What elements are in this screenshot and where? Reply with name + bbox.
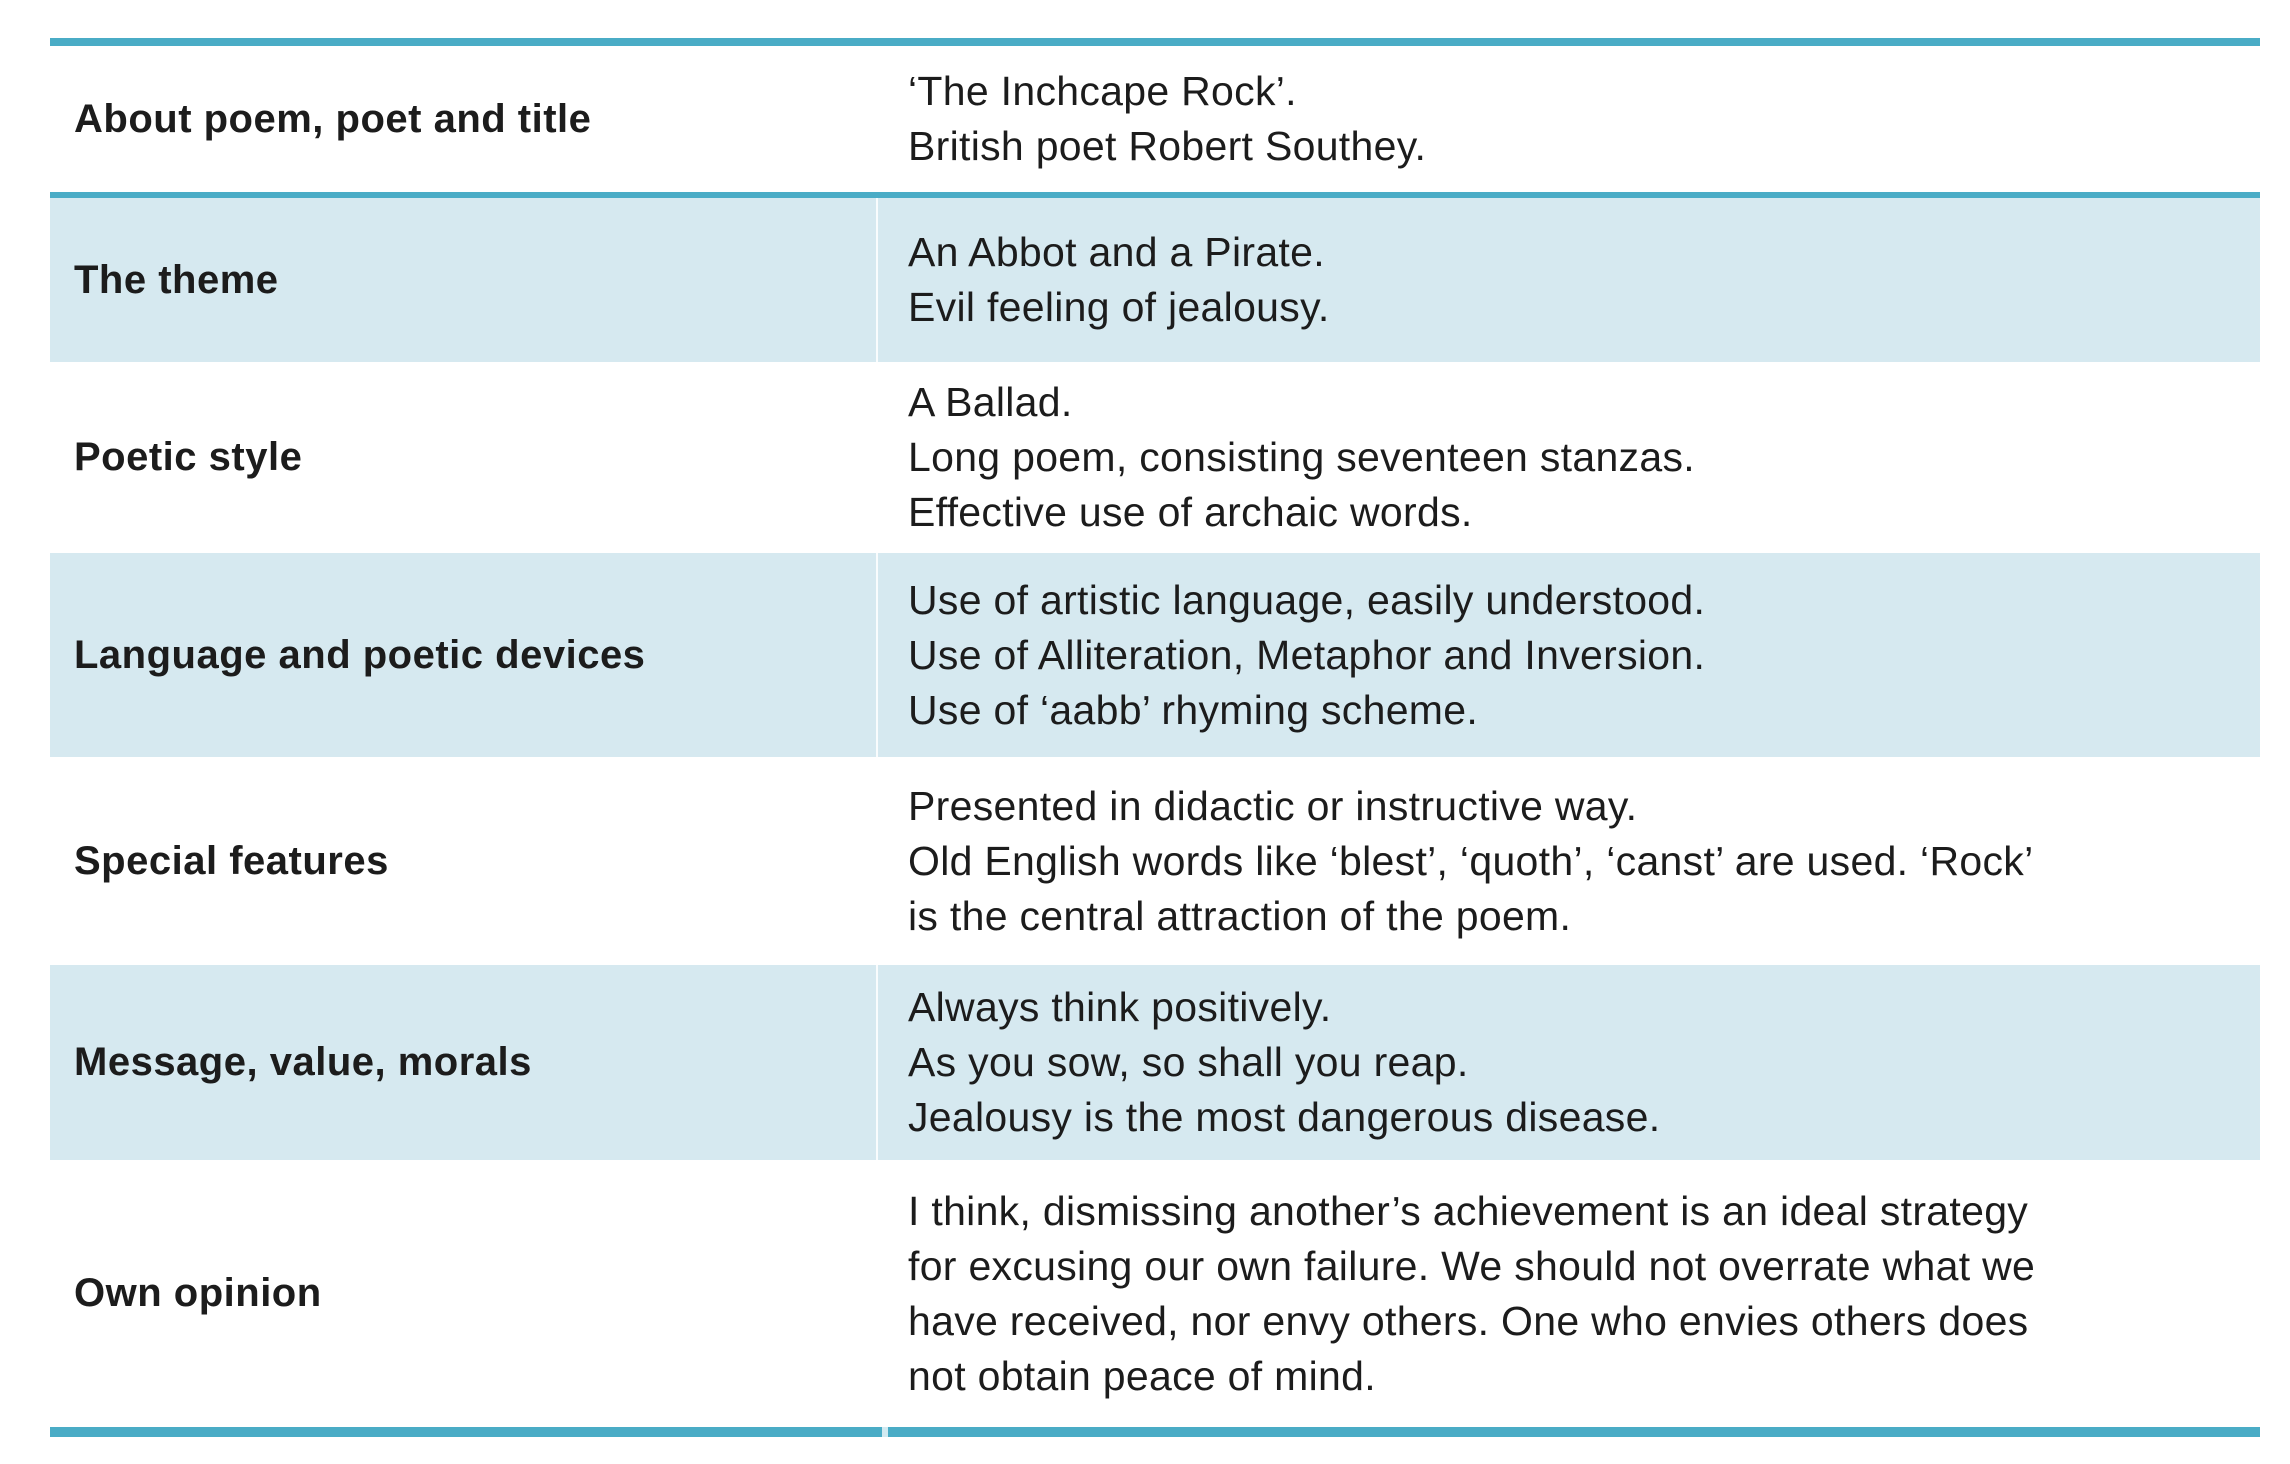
content-line: Old English words like ‘blest’, ‘quoth’, ‘canst’ are used. ‘Rock’ <box>908 837 2034 884</box>
row-content-cell <box>878 573 2260 738</box>
content-line: for excusing our own failure. We should not overrate what we <box>908 1242 2036 1289</box>
content-line: ‘The Inchcape Rock’. <box>908 68 1297 114</box>
table-row <box>50 46 2260 192</box>
analysis-table-rows <box>50 46 2260 1427</box>
poem-analysis-table <box>50 38 2260 1437</box>
row-label: Poetic style <box>74 435 303 479</box>
table-row <box>50 1160 2260 1427</box>
table-row <box>50 553 2260 757</box>
content-line: An Abbot and a Pirate. <box>908 229 1325 275</box>
column-divider-notch <box>882 1427 888 1437</box>
content-line: Use of Alliteration, Metaphor and Inversion. <box>908 631 1706 678</box>
content-line: A Ballad. <box>908 379 1073 425</box>
content-line: Use of ‘aabb’ rhyming scheme. <box>908 686 1479 733</box>
row-content-cell <box>878 1184 2260 1404</box>
table-row <box>50 198 2260 362</box>
content-line: Presented in didactic or instructive way. <box>908 782 1638 829</box>
row-label-cell <box>50 46 878 192</box>
content-line: Jealousy is the most dangerous disease. <box>908 1094 1661 1140</box>
content-line: Use of artistic language, easily understood. <box>908 576 1706 623</box>
row-label: Message, value, morals <box>74 1040 532 1084</box>
row-label-cell <box>50 553 878 757</box>
content-line: British poet Robert Southey. <box>908 123 1427 169</box>
row-label: The theme <box>74 257 279 302</box>
row-label: Language and poetic devices <box>74 632 646 677</box>
row-content-cell <box>878 980 2260 1145</box>
table-bottom-border <box>50 1427 2260 1437</box>
row-label: Own opinion <box>74 1271 322 1315</box>
row-label-cell <box>50 757 878 965</box>
row-label-cell <box>50 1160 878 1427</box>
content-line: As you sow, so shall you reap. <box>908 1039 1469 1085</box>
content-line: Long poem, consisting seventeen stanzas. <box>908 434 1695 480</box>
row-label: About poem, poet and title <box>74 96 592 141</box>
row-label-cell <box>50 198 878 362</box>
table-row <box>50 757 2260 965</box>
table-top-border <box>50 38 2260 46</box>
row-content-cell <box>878 225 2260 335</box>
content-line: Evil feeling of jealousy. <box>908 284 1330 330</box>
row-label: Special features <box>74 838 389 883</box>
content-line: have received, nor envy others. One who envies others does <box>908 1297 2029 1344</box>
content-line: Effective use of archaic words. <box>908 489 1473 535</box>
table-row <box>50 362 2260 553</box>
row-content-cell <box>878 375 2260 540</box>
row-label-cell <box>50 362 878 553</box>
row-label-cell <box>50 965 878 1160</box>
table-row <box>50 965 2260 1160</box>
content-line: not obtain peace of mind. <box>908 1352 1376 1399</box>
row-content-cell <box>878 779 2260 944</box>
content-line: I think, dismissing another’s achievement is an ideal strategy <box>908 1187 2029 1234</box>
row-content-cell <box>878 64 2260 174</box>
content-line: is the central attraction of the poem. <box>908 892 1572 939</box>
content-line: Always think positively. <box>908 984 1332 1030</box>
